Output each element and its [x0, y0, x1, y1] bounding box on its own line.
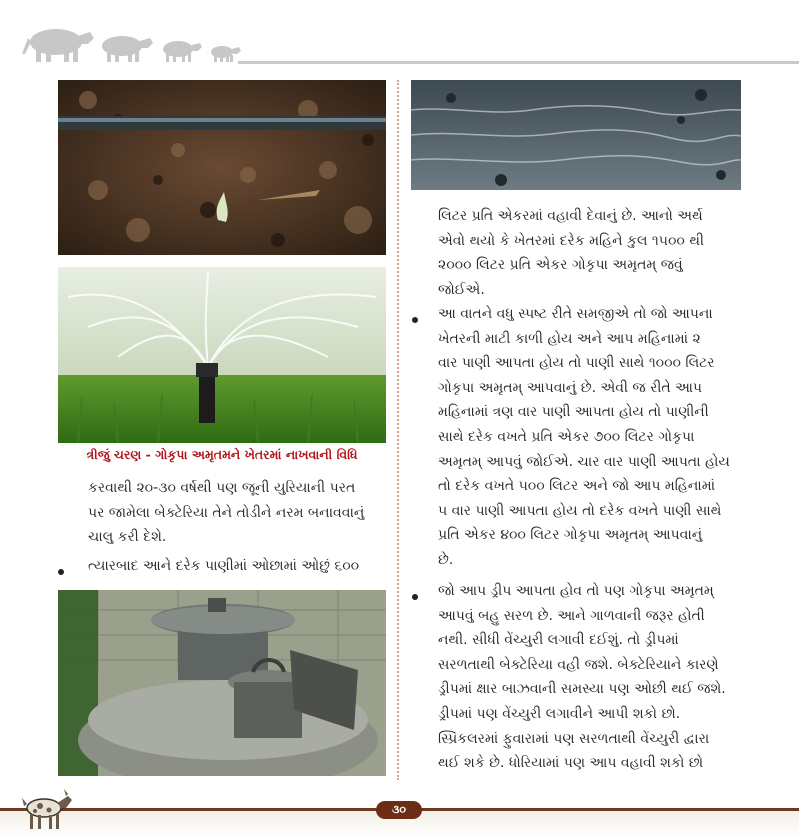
text-line: તો દરેક વખતે ૫૦૦ લિટર અને જો આપ મહિનામાં	[438, 478, 716, 495]
bullet-dot	[412, 594, 418, 600]
text-line: ગોકૃપા અમૃતમ્ આપવાનું છે. એવી જ રીતે આપ	[438, 379, 702, 396]
right-bullet-2	[438, 579, 741, 776]
figure-caption: ત્રીજું ચરણ - ગોકૃપા અમૃતમને ખેતરમાં નાખવાની વિધિ	[86, 447, 358, 462]
text-line: વાર પાણી આપતા હોય તો પાણી સાથે ૧૦૦૦ લિટર	[438, 355, 715, 372]
text-line: જો આપ ડ્રીપ આપતા હોવ તો પણ ગોકૃપા અમૃતમ્	[438, 583, 714, 599]
text-line: સ્પ્રિંકલરમાં ફુવારામાં પણ સરળતાથી વેંચ્યુરી દ્વારા	[438, 730, 710, 747]
text-line: આપવું બહુ સરળ છે. આને ગાળવાની જરૂર હોતી	[438, 607, 705, 624]
text-line: ૨૦૦૦ લિટર પ્રતિ એકર ગોકૃપા અમૃતમ્ જવું	[438, 257, 683, 274]
text-line: નથી. સીધી વેંચ્યુરી લગાવી દઈશું. તો ડ્રીપમાં	[438, 632, 679, 649]
text-line: ડ્રીપમાં પણ વેંચ્યુરી લગાવીને આપી શકો છો.	[438, 705, 681, 722]
text-line: સરળતાથી બેક્ટેરિયા વહી જશે. બેક્ટેરિયાને કારણે	[438, 656, 719, 673]
text-line: પ્રતિ એકર ૪૦૦ લિટર ગોકૃપા અમૃતમ્ આપવાનું	[438, 527, 703, 544]
text-line: મહિનામાં ત્રણ વાર પાણી આપતા હોય તો પાણીની	[438, 404, 709, 421]
text-line: એવો થયો કે ખેતરમાં દરેક મહિને કુલ ૧૫૦૦ થી	[438, 232, 705, 249]
text-line: ચાલુ કરી દેશે.	[88, 529, 167, 546]
column-divider	[397, 80, 399, 780]
header-rule	[238, 61, 799, 64]
text-line: થઈ શકે છે. ધોરિયામાં પણ આપ વહાવી શકો છો	[438, 755, 704, 772]
right-paragraph-1	[438, 204, 741, 302]
bullet-dot	[412, 317, 418, 323]
bullet-dot	[58, 569, 64, 575]
text-line: લિટર પ્રતિ એકરમાં વહાવી દેવાનું છે. આનો અર્થ	[438, 208, 703, 224]
page-number: ૩૦	[376, 801, 422, 819]
text-line: સાથે દરેક વખતે પ્રતિ એકર ૭૦૦ લિટર ગોકૃપા	[438, 428, 695, 445]
text-line: ખેતરની માટી કાળી હોય અને આપ મહિનામાં ૨	[438, 330, 701, 347]
cattle-silhouette-icon	[16, 14, 246, 64]
drip-irrigation-photo	[58, 80, 386, 255]
text-line: ત્યારબાદ આને દરેક પાણીમાં ઓછામાં ઓછું ૬૦૦	[88, 558, 360, 574]
text-line: જોઈએ.	[438, 281, 485, 298]
page-header	[0, 0, 799, 70]
left-paragraph-1	[88, 476, 386, 550]
flood-irrigation-photo	[411, 80, 741, 190]
tank-photo	[58, 590, 386, 776]
text-line: આ વાતને વધુ સ્પષ્ટ રીતે સમજીએ તો જો આપના	[438, 306, 713, 322]
text-line: પર જામેલા બેક્ટેરિયા તેને તોડીને નરમ બનાવવાનું	[88, 504, 365, 521]
text-line: છે.	[438, 551, 454, 568]
sprinkler-photo	[58, 267, 386, 443]
text-line: અમૃતમ્ આપવું જોઈએ. ચાર વાર પાણી આપતા હોય	[438, 453, 730, 470]
text-line: કરવાથી ૨૦-૩૦ વર્ષથી પણ જૂની યુરિયાની પરત	[88, 480, 356, 496]
left-bullet-1	[88, 554, 386, 579]
text-line: ૫ વાર પાણી આપતા હોય તો દરેક વખતે પાણી સાથે	[438, 502, 722, 519]
text-line: ડ્રીપમાં ક્ષાર બાઝવાની સમસ્યા પણ ઓછી થઈ જશે.	[438, 681, 726, 698]
right-bullet-1	[438, 302, 741, 573]
goat-icon	[18, 786, 74, 832]
